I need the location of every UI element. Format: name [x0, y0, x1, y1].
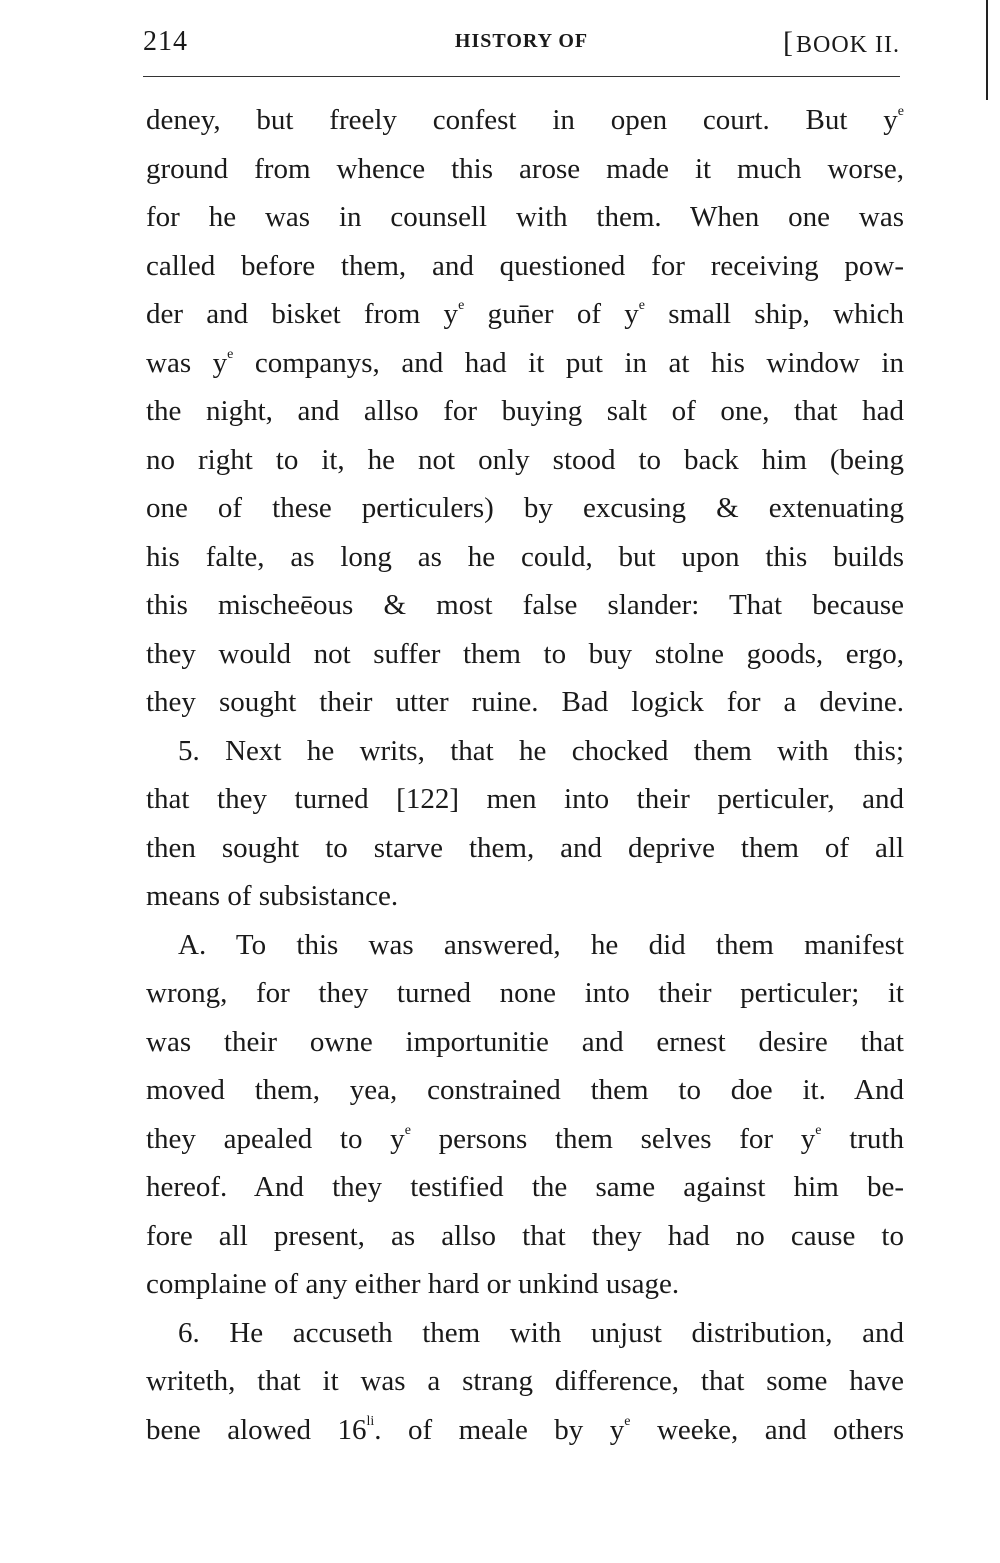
- header-rule: [143, 76, 900, 77]
- text-run: this mischeēous & most false slander: That because: [146, 589, 904, 621]
- text-run: writeth, that it was a strang difference, that some have: [146, 1365, 904, 1397]
- text-run: they apealed to y: [146, 1122, 405, 1155]
- page-edge-mark: [986, 0, 988, 100]
- text-run: one of these perticulers) by excusing & extenuating: [146, 492, 904, 524]
- text-line: [146, 193, 904, 242]
- text-line: [146, 1406, 904, 1455]
- text-run: persons them selves for y: [410, 1122, 816, 1155]
- text-line: [146, 775, 904, 824]
- text-line: [146, 824, 904, 873]
- text-run: for he was in counsell with them. When one was: [146, 201, 904, 233]
- text-line: [146, 1018, 904, 1067]
- text-line: [146, 1357, 904, 1406]
- text-run: means of subsistance.: [146, 880, 399, 912]
- text-run: they would not suffer them to buy stolne goods, ergo,: [146, 637, 904, 670]
- book-bracket: [: [783, 26, 794, 59]
- text-line: [146, 1066, 904, 1115]
- text-run: no right to it, he not only stood to back him (being: [146, 443, 904, 476]
- text-run: complaine of any either hard or unkind usage.: [146, 1268, 680, 1300]
- text-run: his falte, as long as he could, but upon this builds: [146, 540, 904, 573]
- page-text: [146, 96, 904, 1454]
- text-run: gun̄er of y: [464, 298, 639, 330]
- running-header: [143, 26, 900, 62]
- book-label-text: BOOK II.: [796, 32, 900, 58]
- text-line: [146, 436, 904, 485]
- superscript: e: [404, 1122, 411, 1138]
- text-line: [146, 969, 904, 1018]
- text-run: truth: [821, 1122, 904, 1155]
- text-run: the night, and allso for buying salt of one, that had: [146, 395, 904, 427]
- text-run: . of meale by y: [374, 1413, 625, 1446]
- text-line: [146, 1163, 904, 1212]
- superscript: e: [638, 298, 645, 313]
- superscript: e: [458, 298, 465, 313]
- text-run: wrong, for they turned none into their perticuler; it: [146, 977, 904, 1009]
- page-number: 214: [143, 26, 188, 57]
- text-run: called before them, and questioned for receiving pow-: [146, 249, 904, 282]
- text-run: was y: [146, 346, 228, 379]
- text-line: [146, 727, 904, 776]
- running-title: HISTORY OF: [454, 30, 589, 52]
- text-line: [146, 1260, 904, 1309]
- text-run: hereof. And they testified the same against him be-: [146, 1171, 904, 1203]
- text-line: [146, 1115, 904, 1164]
- superscript: li: [366, 1413, 375, 1429]
- text-run: that they turned [122] men into their perticuler, and: [146, 783, 904, 815]
- text-run: weeke, and others: [630, 1413, 904, 1446]
- text-line: [146, 1309, 904, 1358]
- text-run: ground from whence this arose made it much worse,: [146, 152, 904, 185]
- text-line: [146, 872, 904, 921]
- text-line: [146, 921, 904, 970]
- text-run: A. To this was answered, he did them manifest: [178, 928, 904, 961]
- text-run: they sought their utter ruine. Bad logick for a devine.: [146, 686, 904, 718]
- text-run: companys, and had it put in at his window in: [233, 346, 904, 379]
- text-run: then sought to starve them, and deprive them of all: [146, 831, 904, 864]
- text-line: [146, 533, 904, 582]
- text-run: deney, but freely confest in open court. But y: [146, 104, 898, 136]
- superscript: e: [897, 104, 904, 119]
- text-line: [146, 1212, 904, 1261]
- text-line: [146, 145, 904, 194]
- text-run: was their owne importunitie and ernest desire that: [146, 1025, 904, 1058]
- text-line: [146, 630, 904, 679]
- superscript: e: [227, 346, 234, 362]
- book-label: [783, 26, 900, 60]
- text-run: 6. He accuseth them with unjust distribution, and: [178, 1316, 904, 1349]
- text-run: bene alowed 16: [146, 1413, 367, 1446]
- text-line: [146, 290, 904, 339]
- text-line: [146, 339, 904, 388]
- superscript: e: [815, 1122, 822, 1138]
- text-run: der and bisket from y: [146, 298, 459, 330]
- text-line: [146, 96, 904, 145]
- text-line: [146, 387, 904, 436]
- text-line: [146, 678, 904, 727]
- text-line: [146, 581, 904, 630]
- superscript: e: [624, 1413, 631, 1429]
- text-run: moved them, yea, constrained them to doe it. And: [146, 1074, 904, 1106]
- text-line: [146, 242, 904, 291]
- text-run: fore all present, as allso that they had no cause to: [146, 1219, 904, 1252]
- text-run: small ship, which: [644, 298, 905, 330]
- text-line: [146, 484, 904, 533]
- text-run: 5. Next he writs, that he chocked them with this;: [178, 734, 904, 767]
